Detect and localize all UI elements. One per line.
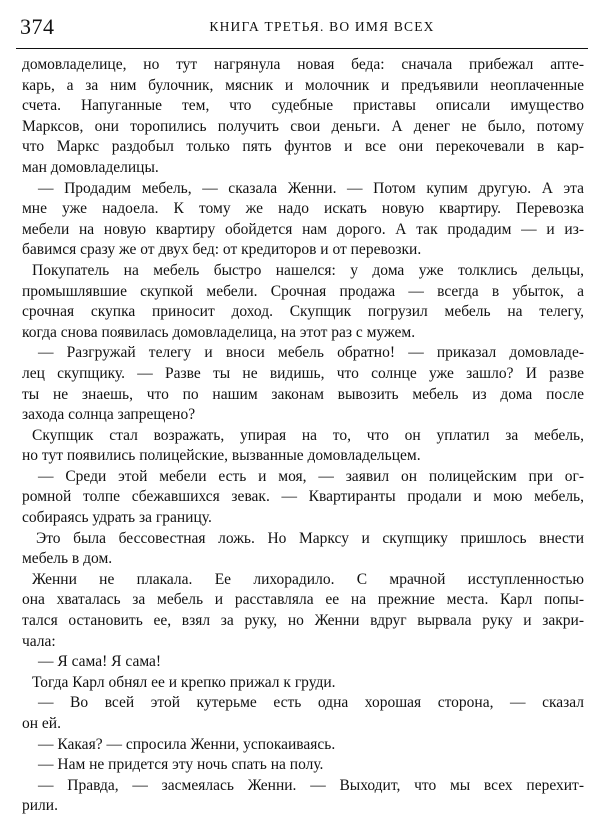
text-line: Женни не плакала. Ее лихорадило. С мрачной исступленностью [32, 570, 584, 588]
text-line: — Во всей этой кутерьме есть одна хорошая сторона, — сказал [38, 694, 584, 712]
text-line: ромной толпе сбежавшихся зевак. — Квартиранты продали и мою мебель, [22, 488, 584, 506]
text-line: — Нам не придется эту ночь спать на полу. [38, 756, 324, 774]
text-line: домовладелице, но тут нагрянула новая беда: сначала прибежал апте- [22, 56, 584, 73]
text-line: она хваталась за мебель и расставляла ее на прежние места. Карл попы- [22, 591, 584, 609]
text-line: когда снова появилась домовладелица, на этот раз с мужем. [22, 323, 416, 341]
text-line: карь, а за ним булочник, мясник и молочник и предъявили неоплаченные [22, 76, 584, 94]
text-line: он ей. [22, 715, 61, 732]
page-header [16, 11, 588, 45]
text-line: чала: [22, 632, 56, 650]
text-line: счета. Напуганные тем, что судебные приставы описали имущество [22, 97, 584, 115]
text-line: лец скупщику. — Разве ты не видишь, что солнце уже зашло? И разве [22, 364, 584, 382]
text-line: тался остановить ее, взял за руку, но Женни вдруг вырвала руку и закри- [22, 612, 584, 630]
text-line: — Среди этой мебели есть и моя, — заявил он полицейским при ог- [38, 467, 584, 485]
body-text [22, 55, 584, 817]
text-line: Марксов, они торопились получить свои деньги. А денег не было, потому [22, 117, 584, 135]
text-line: но тут появились полицейские, вызванные домовладельцем. [22, 447, 421, 465]
text-line: Покупатель на мебель быстро нашелся: у дома уже толклись дельцы, [32, 261, 584, 279]
text-line: мне уже надоела. К тому же надо искать новую квартиру. Перевозка [22, 200, 584, 218]
text-line: промышлявшие скупкой мебели. Срочная продажа — всегда в убыток, а [22, 282, 584, 300]
text-line: мебель в дом. [22, 550, 113, 568]
text-line: собираясь удрать за границу. [22, 509, 212, 527]
running-title: КНИГА ТРЕТЬЯ. ВО ИМЯ ВСЕХ [209, 19, 435, 34]
text-line: мебели на новую квартиру обойдется нам дорого. А так продадим — и из- [22, 220, 584, 238]
text-line: — Продадим мебель, — сказала Женни. — Потом купим другую. А эта [38, 179, 584, 197]
text-line: — Разгружай телегу и вноси мебель обратно! — приказал домовладе- [38, 344, 584, 362]
text-line: Тогда Карл обнял ее и крепко прижал к груди. [32, 673, 336, 691]
text-line: бавимся сразу же от двух бед: от кредиторов и от перевозки. [22, 241, 422, 259]
text-line: Скупщик стал возражать, упирая на то, что он уплатил за мебель, [32, 426, 584, 444]
text-line: — Какая? — спросила Женни, успокаиваясь. [38, 735, 336, 753]
header-rule [16, 48, 588, 49]
text-line: срочная скупка приносит доход. Скупщик погрузил мебель на телегу, [22, 303, 584, 321]
text-line: ты не знаешь, что по нашим законам вывозить мебель из дома после [22, 385, 584, 403]
text-line: рили. [22, 797, 58, 815]
text-line: — Правда, — засмеялась Женни. — Выходит, что мы всех перехит- [38, 776, 584, 794]
text-line: Это была бессовестная ложь. Но Марксу и скупщику пришлось внести [36, 529, 584, 547]
text-line: захода солнца запрещено? [22, 406, 196, 424]
text-line: ман домовладелицы. [22, 158, 159, 176]
text-line: что Маркс раздобыл только пять фунтов и все они перекочевали в кар- [22, 138, 584, 156]
page-number: 374 [20, 14, 55, 39]
text-line: — Я сама! Я сама! [38, 653, 162, 671]
